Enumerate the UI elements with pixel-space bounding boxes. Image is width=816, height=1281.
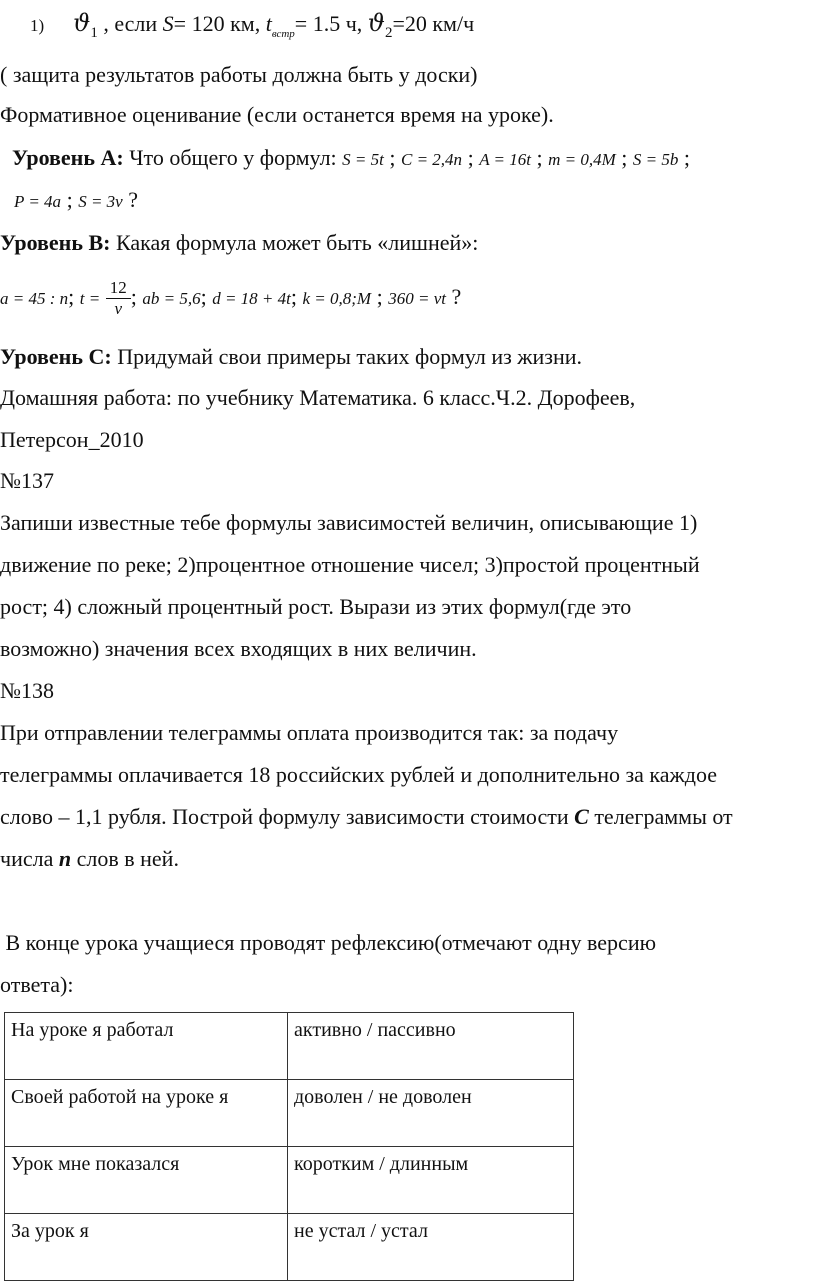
S-symbol: S [162,11,174,36]
task138-line3 [0,802,733,832]
formula-b3: ab = 5,6 [142,289,201,308]
task138-line4-text-b: слов в ней. [71,846,179,871]
formula-a7: S = 3v [78,192,123,211]
table-cell: доволен / не доволен [288,1080,574,1147]
task138-line3-text-a: слово – 1,1 рубля. Построй формулу зависимости стоимости [0,804,575,829]
formula-a5: S = 5b [632,150,679,169]
level-a-question-mark: ? [128,187,138,212]
theta-symbol: ϑ [73,9,91,37]
task138-number: №138 [0,678,54,703]
task137-line: возможно) значения всех входящих в них величин. [0,636,477,661]
theta-symbol: ϑ [367,9,385,37]
theta2-subscript: 2 [384,25,393,41]
level-c-line [0,342,582,372]
level-a-line2: P = 4a ; S = 3v ? [14,187,138,212]
task137-number: №137 [0,468,54,493]
table-cell: За урок я [5,1214,288,1281]
t-subscript: встр [271,28,295,40]
task138-line2: телеграммы оплачивается 18 российских рублей и дополнительно за каждое [0,762,717,787]
level-c-label: Уровень С: [0,344,112,369]
formula-a4: m = 0,4M [548,150,616,169]
formula-a2: C = 2,4n [401,150,463,169]
task1-line [30,8,474,43]
table-cell: не устал / устал [288,1214,574,1281]
task137-line: Запиши известные тебе формулы зависимостей величин, описывающие 1) [0,510,698,535]
fraction-denominator: v [114,299,122,319]
formula-b2-lhs: t = [79,289,101,308]
table-cell: Урок мне показался [5,1147,288,1214]
table-row [5,1147,574,1214]
level-a-label: Уровень А: [12,145,124,170]
table-cell: активно / пассивно [288,1013,574,1080]
table-row [5,1214,574,1281]
task138-line1: При отправлении телеграммы оплата производится так: за подачу [0,720,619,745]
theta1-subscript: 1 [90,25,98,41]
formula-a6: P = 4a [14,192,62,211]
homework-line2: Петерсон_2010 [0,427,144,452]
formula-b4: d = 18 + 4t [212,289,291,308]
table-cell: Своей работой на уроке я [5,1080,288,1147]
formula-a3: A = 16t [479,150,531,169]
level-c-text: Придумай свои примеры таких формул из жизни. [117,344,583,369]
level-a-question: Что общего у формул: [129,145,337,170]
formula-b5: k = 0,8;M [302,289,372,308]
task137-line: движение по реке; 2)процентное отношение чисел; 3)простой процентный [0,552,700,577]
reflection-table [4,1012,574,1281]
table-row [5,1080,574,1147]
task137-line: рост; 4) сложный процентный рост. Вырази из этих формул(где это [0,594,632,619]
formula-b2-fraction [106,278,131,319]
formative-assessment: Формативное оценивание (если останется время на уроке). [0,102,554,127]
task138-line3-text-b: телеграммы от [588,804,733,829]
formula-b1: a = 45 : n [0,289,69,308]
table-row [5,1013,574,1080]
S-value: = 120 км, [173,11,261,36]
defense-note: ( защита результатов работы должна быть у доски) [0,62,478,87]
level-b-question: Какая формула может быть «лишней»: [115,230,479,255]
table-cell: коротким / длинным [288,1147,574,1214]
v2-value: =20 км/ч [392,11,475,36]
t-symbol: t [265,11,272,36]
t-value: = 1.5 ч, [294,11,363,36]
formula-a1: S = 5t [342,150,384,169]
task138-line4 [0,844,179,874]
level-b-question-mark: ? [451,284,462,309]
level-a-line1: Уровень А: Что общего у формул: S = 5t ; C = 2,4n ; A = 16t ; m = 0,4M ; S = 5b ; [12,145,690,170]
task1-number: 1) [30,16,45,35]
level-b-line1 [0,228,478,258]
formula-b6: 360 = vt [388,289,446,308]
fraction-numerator: 12 [106,278,131,299]
table-cell: На уроке я работал [5,1013,288,1080]
if-text: , если [103,11,158,36]
reflection-intro2: ответа): [0,972,74,997]
variable-n: n [58,846,72,871]
task138-line4-text-a: числа [0,846,59,871]
level-b-label: Уровень В: [0,230,111,255]
homework-line1: Домашняя работа: по учебнику Математика. 6 класс.Ч.2. Дорофеев, [0,385,636,410]
reflection-intro1: В конце урока учащиеся проводят рефлексию(отмечают одну версию [0,930,657,955]
variable-C: C [574,804,589,829]
level-b-formulas: a = 45 : n; t = $\frac{12}{v}$ ; ab = 5,6; d = 18 + 4t; k = 0,8;M ; 360 = vt ? [0,278,462,319]
